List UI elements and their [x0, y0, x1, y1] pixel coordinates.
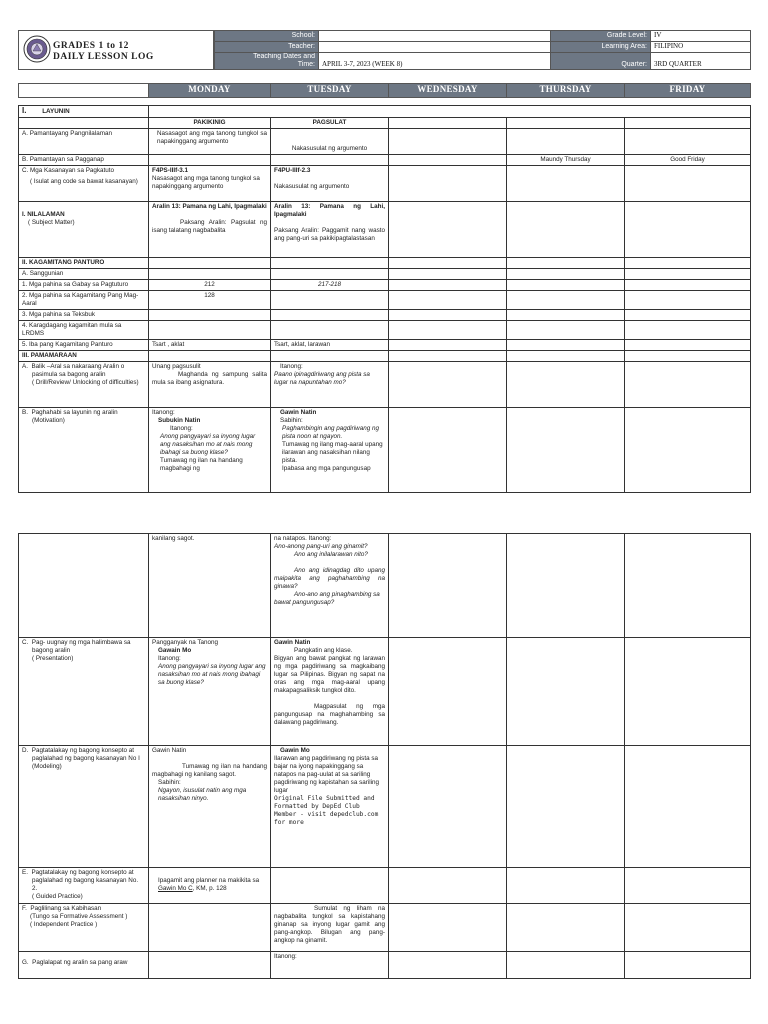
table-row — [19, 155, 751, 166]
table-row — [19, 106, 751, 118]
empty-cell — [271, 291, 389, 310]
empty-cell — [389, 166, 507, 202]
iba-pang-mon: Tsart , aklat — [149, 340, 271, 351]
row-b-thu: Maundy Thursday — [507, 155, 625, 166]
row-a-tue: Nakasusulat ng argumento — [271, 129, 389, 155]
paghahabi-label: B. Paghahabi sa layunin ng aralin (Motivation) — [19, 408, 149, 493]
empty-cell — [507, 868, 625, 904]
empty-cell — [507, 166, 625, 202]
empty-cell — [389, 269, 507, 280]
day-wednesday: WEDNESDAY — [389, 84, 507, 98]
pagtatalakay-2-mon — [149, 868, 271, 904]
paghahabi-tue-4: Tumawag ng ilang mag-aaral upang ilarawan ang nasaksihan nilang pista. — [282, 441, 383, 464]
table-row — [19, 269, 751, 280]
pagtatalakay-1-label: D. Pagtatalakay ng bagong konsepto at paglalahad ng bagong kasanayan No I (Modeling) — [19, 746, 149, 868]
deped-seal-icon — [23, 35, 51, 63]
pagtatalakay-2-note: ( Guided Practice) — [32, 893, 83, 900]
header-info-table — [214, 30, 751, 70]
empty-cell — [625, 291, 751, 310]
empty-cell — [625, 202, 751, 258]
cont-tue-3: Ano ang inilalarawan nito? — [294, 551, 368, 558]
iba-pang-tue: Tsart, aklat, larawan — [271, 340, 389, 351]
doc-title-line2: DAILY LESSON LOG — [53, 52, 154, 62]
sec1-heading — [19, 106, 149, 118]
empty-cell — [507, 321, 625, 340]
empty-cell — [507, 362, 625, 408]
empty-cell — [271, 269, 389, 280]
row-c-label — [19, 166, 149, 202]
empty-cell — [625, 340, 751, 351]
dates-label-line2: Time: — [297, 61, 315, 68]
days-corner — [19, 84, 149, 98]
empty-cell — [389, 291, 507, 310]
row-a-label: A. Pamantayang Pangnilalaman — [19, 129, 149, 155]
empty-cell — [625, 166, 751, 202]
empty-cell — [149, 269, 271, 280]
table-row — [19, 638, 751, 746]
row-a-mon: Nasasagot ang mga tanong tungkol sa napakinggang argumento — [149, 129, 271, 155]
pag-uugnay-tue — [271, 638, 389, 746]
paglilinang-note-2: ( Independent Practice ) — [30, 921, 98, 928]
empty-cell — [507, 310, 625, 321]
paghahabi-mon-4: Anong pangyayari sa inyong lugar ang nasaksihan mo at nais mong ibahagi sa buong klase? — [160, 433, 256, 456]
table-row — [19, 340, 751, 351]
pamamaraan-label: III. PAMAMARAAN — [19, 351, 149, 362]
empty-cell — [507, 129, 625, 155]
empty-cell — [149, 258, 271, 269]
row-b-label: B. Pamantayan sa Pagganap — [19, 155, 149, 166]
empty-cell — [507, 118, 625, 129]
paglalapat-tue: Itanong: — [271, 952, 389, 979]
cont-mon: kanilang sagot. — [149, 534, 271, 638]
nilalaman-tue-title: Aralin 13: Pamana ng Lahi, Ipagmalaki — [274, 203, 385, 218]
empty-cell — [389, 129, 507, 155]
paglilinang-label: F. Paglilinang sa Kabihasan (Tungo sa Formative Assessment ) ( Independent Practice ) — [19, 904, 149, 952]
gawin-mo-c-link: Gawin Mo C — [158, 885, 193, 892]
paglalapat-label: G. Paglalapat ng aralin sa pang araw — [19, 952, 149, 979]
empty-cell — [389, 362, 507, 408]
empty-cell — [507, 258, 625, 269]
empty-cell — [507, 280, 625, 291]
empty-cell — [625, 280, 751, 291]
empty-cell — [625, 638, 751, 746]
pag-uugnay-title: Pag- uugnay ng mga halimbawa sa bagong aralin — [31, 639, 131, 654]
pag-uugnay-note: ( Presentation) — [32, 655, 74, 662]
empty-cell — [625, 269, 751, 280]
empty-cell — [389, 351, 507, 362]
nilalaman-note: ( Subject Matter) — [28, 219, 75, 226]
empty-cell — [271, 310, 389, 321]
kagamitan-label: II. KAGAMITANG PANTURO — [19, 258, 149, 269]
teacher-value — [319, 42, 551, 53]
pag-uugnay-mon-1: Pangganyak na Tanong — [152, 639, 219, 646]
quarter-value: 3RD QUARTER — [651, 53, 751, 70]
empty-cell — [625, 129, 751, 155]
empty-cell — [389, 280, 507, 291]
empty-cell — [389, 952, 507, 979]
table-row — [19, 310, 751, 321]
empty-cell — [625, 868, 751, 904]
empty-cell — [389, 746, 507, 868]
pagtatalakay-1-mon-4: Ngayon, isusulat natin ang mga nasaksihan ninyo. — [158, 787, 247, 802]
balik-aral-tue — [271, 362, 389, 408]
cont-tue-4: Ano ang idinagdag dito upang maipakita ang paghahambing na ginawa? — [274, 567, 385, 590]
pagtatalakay-2-title: Pagtatalakay ng bagong konsepto at paglalahad ng bagong kasanayan No. 2. — [31, 869, 139, 892]
pag-uugnay-mon-3: Itanong: — [158, 655, 181, 662]
sanggunian-label: A. Sanggunian — [19, 269, 149, 280]
logo-box — [18, 30, 214, 70]
gabay-mon: 212 — [149, 280, 271, 291]
table-row — [19, 408, 751, 493]
table-row — [19, 904, 751, 952]
table-row — [19, 118, 751, 129]
cont-tue — [271, 534, 389, 638]
nilalaman-mon-text: Paksang Aralin: Pagsulat ng isang talatang nagbabalita — [152, 219, 267, 234]
paghahabi-tue-1: Gawin Natin — [280, 409, 317, 416]
pag-uugnay-mon-4: Anong pangyayari sa inyong lugar ang nasaksihan mo at nais mong ibahagi sa buong klase? — [158, 663, 266, 686]
empty-cell — [271, 321, 389, 340]
empty-cell — [625, 952, 751, 979]
empty-cell — [149, 351, 271, 362]
paglilinang-note-1: (Tungo sa Formative Assessment ) — [30, 913, 128, 920]
pagtatalakay-1-title: Pagtatalakay ng bagong konsepto at paglalahad ng bagong kasanayan No I (Modeling) — [31, 747, 140, 770]
empty-cell — [507, 904, 625, 952]
nilalaman-tue — [271, 202, 389, 258]
empty-cell — [507, 534, 625, 638]
table-row — [19, 280, 751, 291]
nilalaman-mon-title: Aralin 13: Pamana ng Lahi, Ipagmalaki — [152, 203, 267, 210]
gabay-label: 1. Mga pahina sa Gabay sa Pagtuturo — [19, 280, 149, 291]
empty-cell — [389, 638, 507, 746]
empty-cell — [19, 118, 149, 129]
table-row — [19, 534, 751, 638]
planner-text: Ipagamit ang planner na makikita sa — [158, 877, 260, 884]
school-value — [319, 31, 551, 42]
paghahabi-mon-3: Itanong: — [170, 425, 193, 432]
empty-cell — [625, 321, 751, 340]
paglilinang-tue-text: Sumulat ng liham na nagbabalita tungkol sa kapistahang ginanap sa inyong lugar gamit ang pang-angkop. Bilugan ang pang-angkop na ginamit. — [274, 905, 385, 944]
kagamitang-mag-aaral-label: 2. Mga pahina sa Kagamitang Pang Mag-Aaral — [19, 291, 149, 310]
deped-club-watermark-text: Original File Submitted and Formatted by DepEd Club Member - visit depedclub.com for more — [274, 795, 379, 826]
row-c-title: C. Mga Kasanayan sa Pagkatuto — [22, 167, 115, 174]
cont-tue-2: Ano-anong pang-uri ang ginamit? — [274, 543, 368, 550]
c-tue-code: F4PU-IIIf-2.3 — [274, 167, 311, 174]
empty-cell — [389, 118, 507, 129]
table-row — [19, 952, 751, 979]
sec1-title: LAYUNIN — [42, 108, 70, 115]
table-row — [19, 129, 751, 155]
day-friday: FRIDAY — [625, 84, 751, 98]
grade-label: Grade Level: — [551, 31, 651, 42]
paghahabi-tue-3: Paghambingin ang pagdiriwang ng pista noon at ngayon. — [282, 425, 379, 440]
empty-cell — [389, 340, 507, 351]
pagtatalakay-2-label: E. Pagtatalakay ng bagong konsepto at paglalahad ng bagong kasanayan No. 2. ( Guided Practice) — [19, 868, 149, 904]
empty-cell — [389, 202, 507, 258]
row-c-tue — [271, 166, 389, 202]
pagtatalakay-1-tue — [271, 746, 389, 868]
area-label: Learning Area: — [551, 42, 651, 53]
kagamitang-mon: 128 — [149, 291, 271, 310]
area-value: FILIPINO — [651, 42, 751, 53]
pagtatalakay-1-tue-1: Gawin Mo — [280, 747, 310, 754]
table-row — [19, 258, 751, 269]
cont-tue-5: Ano-ano ang pinaghambing sa bawat pangungusap? — [274, 591, 380, 606]
table-row — [19, 166, 751, 202]
doc-title-line1: GRADES 1 to 12 — [53, 41, 129, 51]
c-tue-text: Nakasusulat ng argumento — [274, 183, 350, 190]
empty-cell — [389, 868, 507, 904]
empty-cell — [507, 202, 625, 258]
days-header — [18, 83, 751, 98]
pagtatalakay-1-mon-1: Gawin Natin — [152, 747, 187, 754]
empty-cell — [625, 362, 751, 408]
dates-label — [215, 53, 319, 70]
cont-tue-1: na natapos. Itanong: — [274, 535, 332, 542]
balik-aral-mon-2: Maghanda ng sampung salita mula sa ibang asignatura. — [152, 371, 267, 386]
pag-uugnay-tue-3: Bigyan ang bawat pangkat ng larawan ng mga pagdiriwang sa magkaibang lugar sa Pilipinas. Bigyan ng sapat na oras ang mga mag-aaral upang makapagsaliksik tungkol dito. — [274, 655, 385, 694]
empty-cell — [389, 258, 507, 269]
nilalaman-mon — [149, 202, 271, 258]
table-row — [19, 202, 751, 258]
empty-cell — [507, 952, 625, 979]
empty-cell — [149, 155, 271, 166]
pagtatalakay-1-tue-2: Ilarawan ang pagdiriwang ng pista sa bajar na iyong napakinggang sa natapos na pag-uulat at sa sariling pagdiriwang ng kapistahan sa sariling lugar — [274, 755, 380, 794]
empty-cell — [271, 868, 389, 904]
pag-uugnay-tue-4: Magpasulat ng mga pangungusap na maghahambing sa dalawang pagdiriwang. — [274, 703, 385, 726]
lesson-table-page2 — [18, 533, 751, 979]
pag-uugnay-mon-2: Gawain Mo — [158, 647, 192, 654]
empty-cell — [271, 351, 389, 362]
paghahabi-mon — [149, 408, 271, 493]
table-row — [19, 362, 751, 408]
empty-cell — [149, 904, 271, 952]
table-row — [19, 321, 751, 340]
day-tuesday: TUESDAY — [271, 84, 389, 98]
empty-cell — [149, 321, 271, 340]
empty-cell — [507, 269, 625, 280]
balik-aral-mon — [149, 362, 271, 408]
balik-aral-note: ( Drill/Review/ Unlocking of difficulties) — [32, 379, 139, 386]
empty-cell — [389, 904, 507, 952]
nilalaman-title: I. NILALAMAN — [22, 211, 65, 218]
empty-cell — [149, 310, 271, 321]
balik-aral-label: A. Balik –Aral sa nakaraang Aralin o pasimula sa bagong aralin ( Drill/Review/ Unlocking of difficulties) — [19, 362, 149, 408]
empty-cell — [625, 534, 751, 638]
pag-uugnay-mon — [149, 638, 271, 746]
empty-cell — [389, 408, 507, 493]
quarter-label: Quarter: — [551, 53, 651, 70]
pag-uugnay-tue-1: Gawin Natin — [274, 639, 311, 646]
pag-uugnay-label: C. Pag- uugnay ng mga halimbawa sa bagong aralin ( Presentation) — [19, 638, 149, 746]
paglilinang-title: Paglilinang sa Kabihasan — [30, 905, 102, 912]
pagtatalakay-1-mon-2: Tumawag ng ilan na handang magbahagi ng kanilang sagot. — [152, 763, 267, 778]
empty-cell — [507, 351, 625, 362]
empty-cell — [625, 351, 751, 362]
col-pakikinig: PAKIKINIG — [149, 118, 271, 129]
teacher-label: Teacher: — [215, 42, 319, 53]
balik-aral-mon-1: Unang pagsusulit — [152, 363, 201, 370]
c-mon-text: Nasasagot ang mga tanong tungkol sa napakinggang argumento — [152, 175, 260, 190]
paghahabi-tue-2: Sabihin: — [280, 417, 303, 424]
empty-cell — [389, 321, 507, 340]
c-mon-code: F4PS-IIIf-3.1 — [152, 167, 189, 174]
empty-cell — [271, 155, 389, 166]
gabay-tue: 217-218 — [271, 280, 389, 291]
table-row — [19, 868, 751, 904]
iba-pang-label: 5. Iba pang Kagamitang Panturo — [19, 340, 149, 351]
empty-cell — [625, 118, 751, 129]
school-label: School: — [215, 31, 319, 42]
sec1-blank — [149, 106, 751, 118]
empty-cell — [389, 155, 507, 166]
empty-cell — [625, 904, 751, 952]
lesson-table-page1 — [18, 105, 751, 493]
empty-cell — [507, 291, 625, 310]
balik-aral-tue-2: Paano ipinagdiriwang ang pista sa lugar na napuntahan mo? — [274, 371, 370, 386]
paghahabi-tue-5: Ipabasa ang mga pangungusap — [282, 465, 371, 472]
nilalaman-label — [19, 202, 149, 258]
pag-uugnay-tue-2: Pangkatin ang klase. — [294, 647, 353, 654]
empty-cell — [389, 534, 507, 638]
lrdms-label: 4. Karagdagang kagamitan mula sa LRDMS — [19, 321, 149, 340]
empty-cell — [507, 638, 625, 746]
paglilinang-tue — [271, 904, 389, 952]
paghahabi-title: Paghahabi sa layunin ng aralin — [31, 409, 118, 416]
paghahabi-tue — [271, 408, 389, 493]
dates-value: APRIL 3-7, 2023 (WEEK 8) — [319, 53, 551, 70]
row-c-mon — [149, 166, 271, 202]
paghahabi-mon-2: Subukin Natin — [158, 417, 201, 424]
paghahabi-mon-5: Tumawag ng ilan na handang magbahagi ng — [160, 457, 243, 472]
col-pagsulat: PAGSULAT — [271, 118, 389, 129]
planner-page-ref: , KM, p. 128 — [192, 885, 227, 892]
row-c-note: ( Isulat ang code sa bawat kasanayan) — [30, 178, 138, 185]
pagtatalakay-1-mon-3: Sabihin: — [158, 779, 181, 786]
balik-aral-tue-1: Itanong: — [280, 363, 303, 370]
balik-aral-title: Balik –Aral sa nakaraang Aralin o pasimula sa bagong aralin — [31, 363, 125, 378]
day-monday: MONDAY — [149, 84, 271, 98]
table-row — [19, 351, 751, 362]
paglalapat-title: Paglalapat ng aralin sa pang araw — [32, 959, 128, 966]
empty-cell — [625, 408, 751, 493]
dates-label-line1: Teaching Dates and — [253, 53, 315, 60]
pagtatalakay-1-mon — [149, 746, 271, 868]
empty-cell — [625, 258, 751, 269]
day-thursday: THURSDAY — [507, 84, 625, 98]
empty-cell — [389, 310, 507, 321]
empty-cell — [625, 310, 751, 321]
empty-cell — [19, 534, 149, 638]
empty-cell — [149, 952, 271, 979]
table-row — [19, 746, 751, 868]
grade-value: IV — [651, 31, 751, 42]
empty-cell — [625, 746, 751, 868]
sec1-number: I. — [22, 106, 27, 115]
nilalaman-tue-text: Paksang Aralin: Paggamit nang wasto ang pang-uri sa pakikipagtalastasan — [274, 227, 385, 242]
teksbuk-label: 3. Mga pahina sa Teksbuk — [19, 310, 149, 321]
empty-cell — [507, 746, 625, 868]
row-b-fri: Good Friday — [625, 155, 751, 166]
paghahabi-mon-1: Itanong: — [152, 409, 175, 416]
empty-cell — [507, 408, 625, 493]
paghahabi-note: (Motivation) — [32, 417, 65, 424]
empty-cell — [507, 340, 625, 351]
empty-cell — [271, 258, 389, 269]
table-row — [19, 291, 751, 310]
